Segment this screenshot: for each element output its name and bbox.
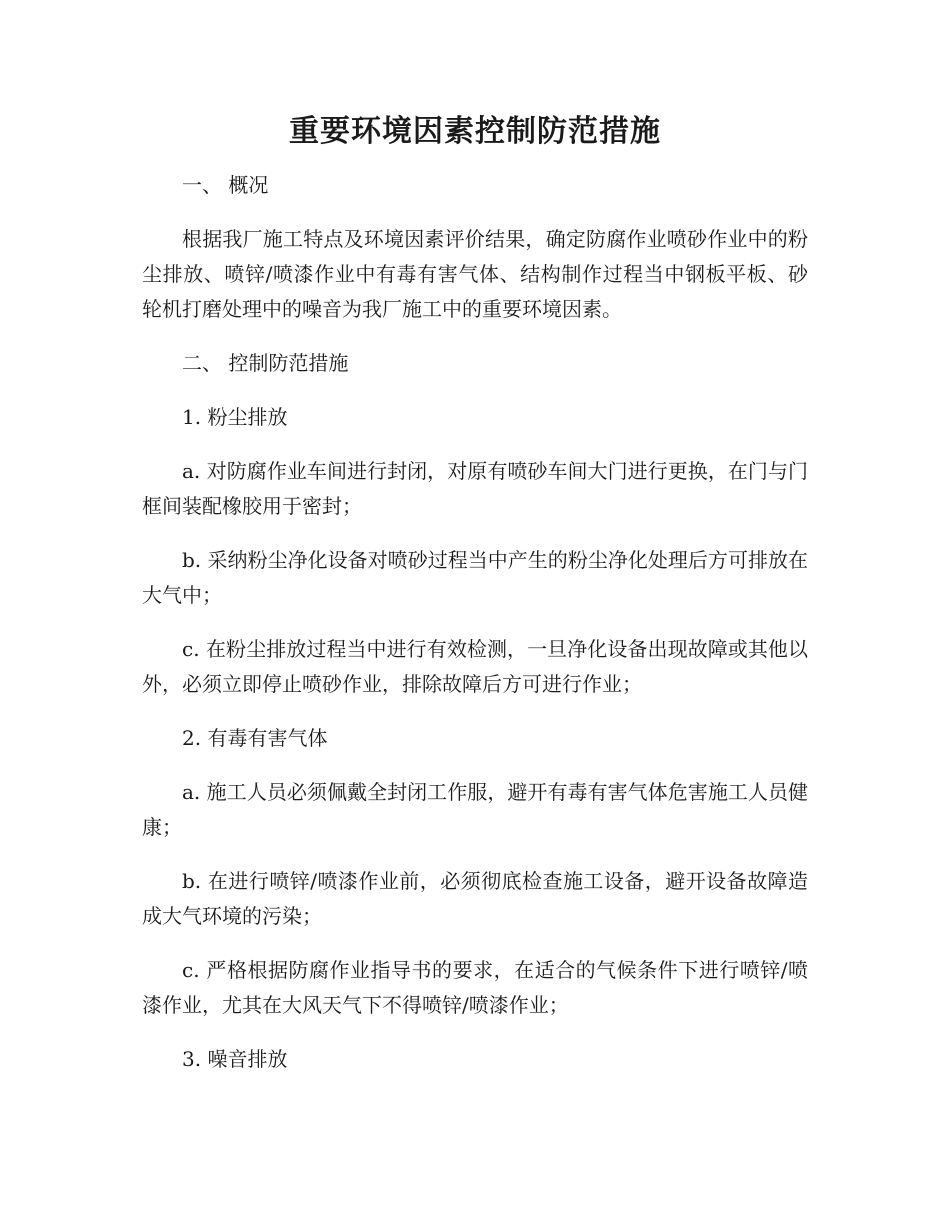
list-item-gas-a: a. 施工人员必须佩戴全封闭工作服，避开有毒有害气体危害施工人员健康；: [142, 780, 808, 839]
list-item-gas-b: b. 在进行喷锌/喷漆作业前，必须彻底检查施工设备，避开设备故障造成大气环境的污染；: [142, 869, 808, 928]
section-heading-measures: 二、 控制防范措施: [182, 351, 349, 375]
section-heading-overview: 一、 概况: [182, 173, 269, 197]
subheading-noise: 3. 噪音排放: [182, 1047, 288, 1071]
list-item-dust-b: b. 采纳粉尘净化设备对喷砂过程当中产生的粉尘净化处理后方可排放在大气中；: [142, 548, 808, 607]
subheading-dust: 1. 粉尘排放: [182, 405, 288, 429]
paragraph-overview: 根据我厂施工特点及环境因素评价结果，确定防腐作业喷砂作业中的粉尘排放、喷锌/喷漆作业中有毒有害气体、结构制作过程当中钢板平板、砂轮机打磨处理中的噪音为我厂施工中的重要环境因素。: [142, 227, 808, 321]
list-item-dust-c: c. 在粉尘排放过程当中进行有效检测，一旦净化设备出现故障或其他以外，必须立即停止喷砂作业，排除故障后方可进行作业；: [142, 637, 808, 696]
list-item-gas-c: c. 严格根据防腐作业指导书的要求，在适合的气候条件下进行喷锌/喷漆作业，尤其在大风天气下不得喷锌/喷漆作业；: [142, 958, 808, 1017]
document-title: 重要环境因素控制防范措施: [289, 114, 661, 149]
list-item-dust-a: a. 对防腐作业车间进行封闭，对原有喷砂车间大门进行更换，在门与门框间装配橡胶用于密封；: [142, 459, 808, 518]
document-body: [142, 168, 808, 1096]
subheading-toxic-gas: 2. 有毒有害气体: [182, 726, 328, 750]
